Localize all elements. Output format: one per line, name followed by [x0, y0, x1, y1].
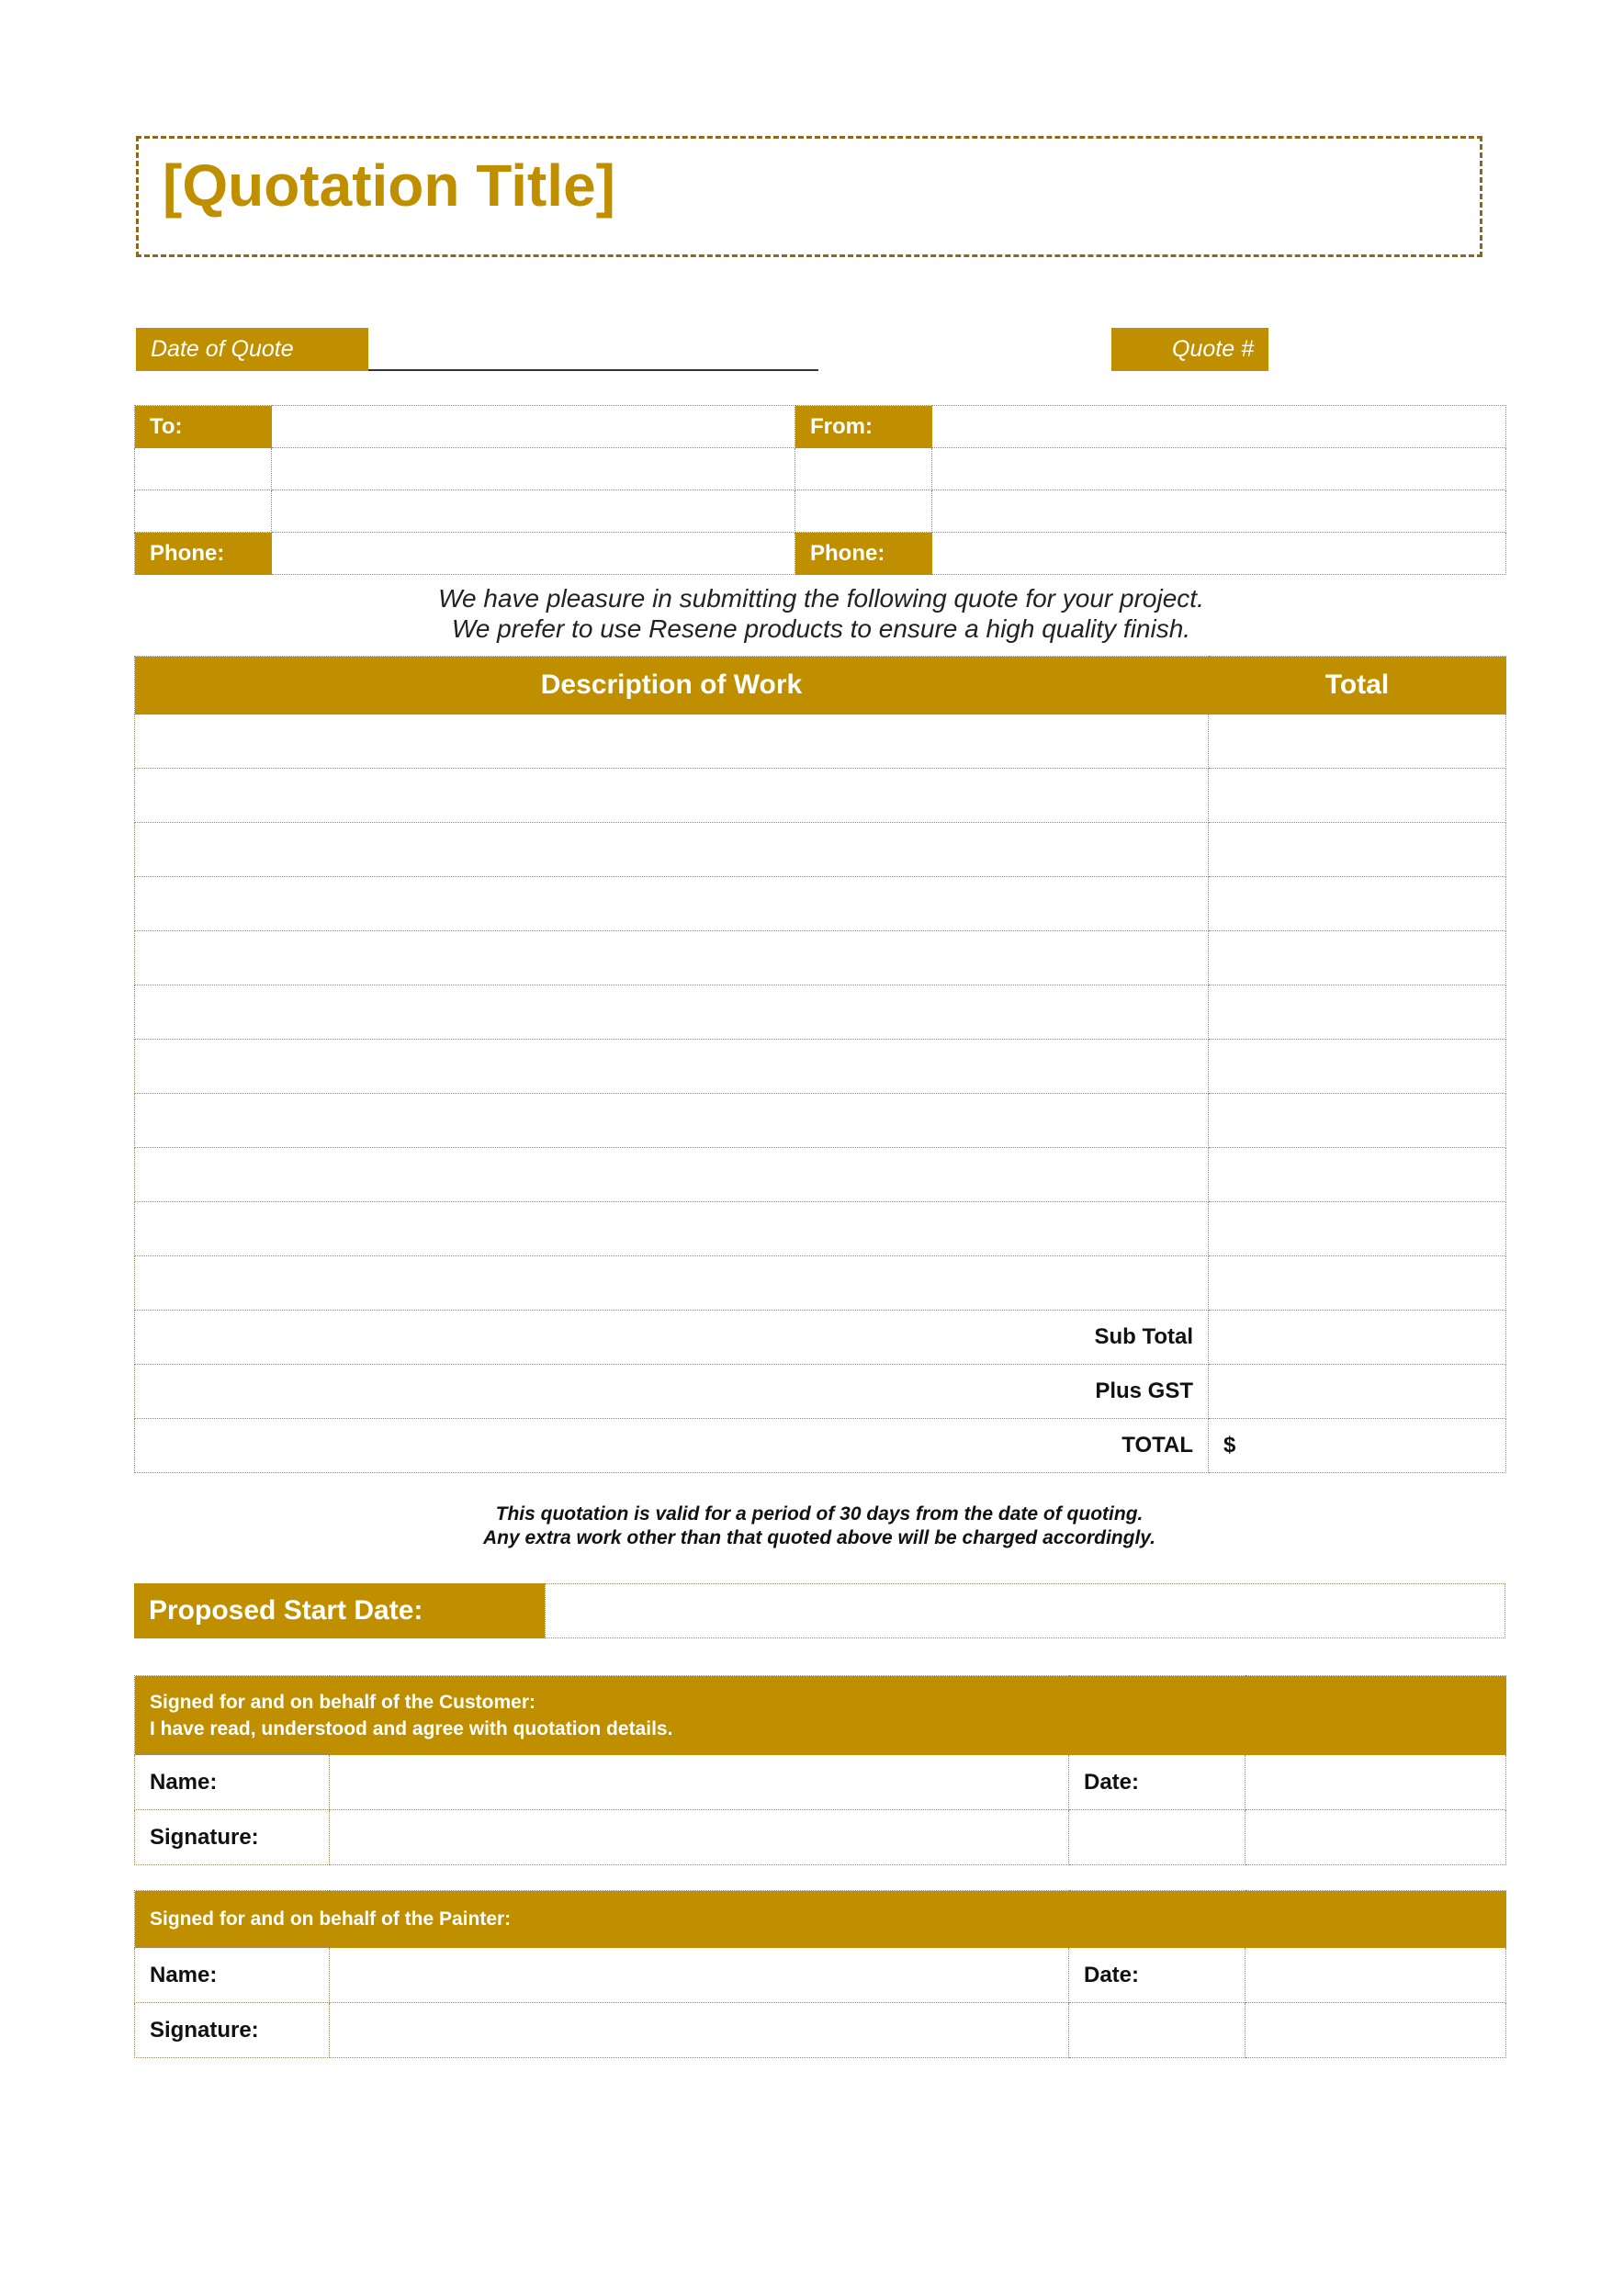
table-row	[135, 490, 1506, 533]
date-of-quote-field[interactable]	[368, 331, 818, 371]
work-table	[134, 656, 1506, 1473]
painter-name-label: Name:	[135, 1948, 330, 2003]
gst-label: Plus GST	[135, 1365, 1209, 1419]
description-cell[interactable]	[135, 1256, 1209, 1311]
description-cell[interactable]	[135, 1040, 1209, 1094]
from-phone-label: Phone:	[795, 533, 932, 575]
customer-date-field[interactable]	[1245, 1755, 1506, 1810]
painter-date-field[interactable]	[1245, 1948, 1506, 2003]
gst-row	[135, 1365, 1506, 1419]
customer-name-label: Name:	[135, 1755, 330, 1810]
description-cell[interactable]	[135, 1148, 1209, 1202]
total-cell[interactable]	[1209, 1094, 1506, 1148]
sub-total-label: Sub Total	[135, 1311, 1209, 1365]
table-row	[135, 533, 1506, 575]
painter-signature-heading: Signed for and on behalf of the Painter:	[135, 1891, 1506, 1948]
table-row	[135, 2003, 1506, 2058]
customer-signature-heading	[135, 1676, 1506, 1755]
total-cell[interactable]	[1209, 823, 1506, 877]
from-extra-label-cell	[795, 448, 932, 490]
description-cell[interactable]	[135, 985, 1209, 1040]
to-field[interactable]	[272, 406, 795, 448]
validity-note	[0, 1503, 1623, 1550]
table-row	[135, 1755, 1506, 1810]
table-row	[135, 1148, 1506, 1202]
description-cell[interactable]	[135, 769, 1209, 823]
description-cell[interactable]	[135, 715, 1209, 769]
from-field[interactable]	[932, 406, 1506, 448]
table-row	[135, 1202, 1506, 1256]
table-row	[135, 1094, 1506, 1148]
quotation-title: [Quotation Title]	[163, 152, 615, 219]
customer-heading-line-2: I have read, understood and agree with quotation details.	[150, 1717, 673, 1739]
proposed-start-date-label: Proposed Start Date:	[134, 1583, 545, 1638]
to-address-field[interactable]	[272, 490, 795, 533]
painter-signature-label: Signature:	[135, 2003, 330, 2058]
painter-signature-field[interactable]	[330, 2003, 1069, 2058]
total-cell[interactable]	[1209, 985, 1506, 1040]
description-header: Description of Work	[135, 657, 1209, 715]
gst-value[interactable]	[1209, 1365, 1506, 1419]
customer-empty-cell	[1245, 1810, 1506, 1865]
title-box[interactable]	[136, 136, 1482, 257]
from-phone-field[interactable]	[932, 533, 1506, 575]
to-phone-field[interactable]	[272, 533, 795, 575]
table-row	[135, 985, 1506, 1040]
customer-signature-field[interactable]	[330, 1810, 1069, 1865]
total-cell[interactable]	[1209, 1148, 1506, 1202]
total-cell[interactable]	[1209, 1256, 1506, 1311]
from-address-field[interactable]	[932, 490, 1506, 533]
to-extra-label-cell	[135, 490, 272, 533]
customer-signature-table	[134, 1675, 1506, 1865]
table-row	[135, 715, 1506, 769]
quote-number-label: Quote #	[1111, 328, 1268, 371]
painter-empty-cell	[1245, 2003, 1506, 2058]
to-address-field[interactable]	[272, 448, 795, 490]
description-cell[interactable]	[135, 1094, 1209, 1148]
customer-heading-line-1: Signed for and on behalf of the Customer:	[150, 1691, 535, 1713]
description-cell[interactable]	[135, 1202, 1209, 1256]
to-phone-label: Phone:	[135, 533, 272, 575]
customer-signature-label: Signature:	[135, 1810, 330, 1865]
total-cell[interactable]	[1209, 1040, 1506, 1094]
description-cell[interactable]	[135, 931, 1209, 985]
from-extra-label-cell	[795, 490, 932, 533]
table-row	[135, 1040, 1506, 1094]
from-label: From:	[795, 406, 932, 448]
table-row	[135, 448, 1506, 490]
intro-line-2: We prefer to use Resene products to ensure a high quality finish.	[451, 614, 1191, 643]
painter-date-label: Date:	[1069, 1948, 1245, 2003]
table-row	[135, 823, 1506, 877]
table-row	[135, 1256, 1506, 1311]
validity-line-1: This quotation is valid for a period of 30 days from the date of quoting.	[495, 1503, 1144, 1525]
customer-signature-header	[135, 1676, 1506, 1755]
intro-line-1: We have pleasure in submitting the following quote for your project.	[438, 584, 1204, 613]
grand-total-value[interactable]: $	[1209, 1419, 1506, 1473]
customer-name-field[interactable]	[330, 1755, 1069, 1810]
painter-name-field[interactable]	[330, 1948, 1069, 2003]
grand-total-row	[135, 1419, 1506, 1473]
to-label: To:	[135, 406, 272, 448]
to-extra-label-cell	[135, 448, 272, 490]
total-cell[interactable]	[1209, 877, 1506, 931]
total-cell[interactable]	[1209, 1202, 1506, 1256]
address-table	[134, 405, 1506, 575]
total-cell[interactable]	[1209, 715, 1506, 769]
validity-line-2: Any extra work other than that quoted above will be charged accordingly.	[482, 1527, 1156, 1548]
table-row	[135, 877, 1506, 931]
date-of-quote-label: Date of Quote	[136, 328, 368, 371]
proposed-start-date-field[interactable]	[545, 1583, 1505, 1638]
painter-empty-cell	[1069, 2003, 1245, 2058]
description-cell[interactable]	[135, 877, 1209, 931]
painter-signature-table	[134, 1890, 1506, 2058]
table-row	[135, 769, 1506, 823]
customer-empty-cell	[1069, 1810, 1245, 1865]
description-cell[interactable]	[135, 823, 1209, 877]
table-row	[135, 1948, 1506, 2003]
subtotal-row	[135, 1311, 1506, 1365]
table-row	[135, 1810, 1506, 1865]
customer-date-label: Date:	[1069, 1755, 1245, 1810]
total-header: Total	[1209, 657, 1506, 715]
intro-text	[0, 583, 1623, 644]
sub-total-value[interactable]	[1209, 1311, 1506, 1365]
painter-signature-header	[135, 1891, 1506, 1948]
total-cell[interactable]	[1209, 931, 1506, 985]
from-address-field[interactable]	[932, 448, 1506, 490]
work-table-header	[135, 657, 1506, 715]
total-cell[interactable]	[1209, 769, 1506, 823]
table-row	[135, 406, 1506, 448]
grand-total-label: TOTAL	[135, 1419, 1209, 1473]
table-row	[135, 931, 1506, 985]
